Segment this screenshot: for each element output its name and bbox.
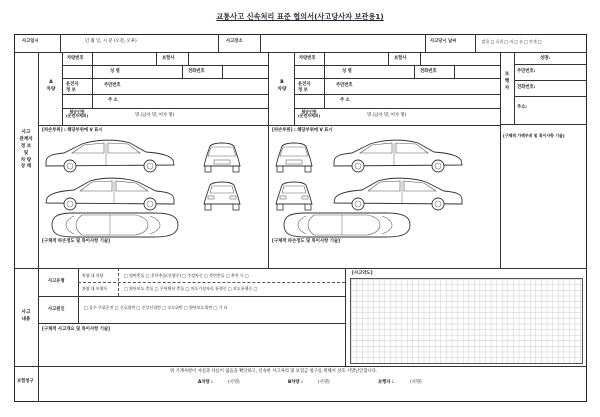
a-car-left-view[interactable] [42,176,178,212]
a-damage-heading: [파손부위] : 해당부위에 V 표시 [42,128,103,133]
b-car-no-field[interactable] [328,55,386,64]
section-party-info: 사고 관계자 정 보 및 차 량 상 태 [19,130,33,170]
sketch-label: [사고약도] [352,271,373,276]
sign-ped-label: 보행자 : [378,380,394,385]
a-address-label: 주 소 [108,98,118,103]
a-driver-info-label: 운전자 정 보 [66,82,79,93]
sign-ped-mark[interactable]: (서명) [410,380,422,385]
b-insurer-label: 보험사 [394,56,407,61]
insurance-statement: 위 기재사항이 사실과 다름이 없음을 확인하고, 신속한 사고처리 및 보험금 청구를 위해서 상호 서명날인합니다. [170,369,378,374]
accident-type-label: 사고유형 [48,279,65,284]
a-car-rear-view[interactable] [200,177,244,213]
a-car-no-label: 차량번호 [67,56,84,61]
sign-b-mark[interactable]: (서명) [318,380,330,385]
weather-label: 사고당시 날씨 [430,39,457,44]
a-car-no-field[interactable] [96,55,154,64]
accident-row-options-1[interactable]: □ 정면충돌 □ 후미추돌(진행중) □ 주정차중 □ 측면충돌 □ 추진 시 □ [124,273,249,278]
place-label: 사고장소 [226,39,243,44]
accident-row-head-2: 차량 대 보행자 [82,286,108,291]
accident-cause-label: 사고원인 [48,307,65,312]
b-car-right-view[interactable] [330,136,466,174]
accident-row-head-1: 차량 대 차량 [82,273,104,278]
b-phone-label: 전화번호 [420,69,437,74]
a-address-field[interactable] [135,97,263,107]
a-resident-no-field[interactable] [135,81,263,91]
accident-detail-label: [구체적 사고개요 및 특이사항 기술] [42,327,111,332]
form-title: 교통사고 신속처리 표준 협의서(사고당사자 보관용1) [216,12,384,21]
a-damage-notes-label: [구체적 파손정도 및 특이사항 기술] [42,239,111,244]
a-insurer-field[interactable] [192,55,264,64]
a-car-top-view[interactable] [44,210,184,240]
b-passengers-label: 탑승인원 (운전자제외) [298,109,321,119]
a-name-label: 성 명 [110,69,120,74]
section-accident: 사고 내용 [21,310,31,322]
accident-detail-field[interactable] [42,336,340,364]
ped-phone-label: 전화번호: [517,85,536,90]
insurance-label: 보험청구 [17,379,34,384]
ped-notes-label: [구체적 가해부위 및 특이사항 기술] [503,133,565,138]
b-insurer-field[interactable] [424,55,496,64]
a-car-front-view[interactable] [200,138,244,176]
b-resident-no-label: 주민번호 [336,83,353,88]
b-damage-heading: [파손부위] : 해당부위에 V 표시 [272,128,333,133]
b-passengers-value[interactable]: 명 (남자 명, 여자 명) [367,113,407,118]
a-car-right-view[interactable] [42,136,178,174]
a-passengers-value[interactable]: 명 (남자 명, 여자 명) [135,113,175,118]
b-car-left-view[interactable] [330,176,466,212]
b-phone-field[interactable] [457,68,497,77]
b-car-rear-view[interactable] [272,177,316,213]
b-damage-notes-label: [구체적 파손정도 및 특이사항 기술] [272,239,341,244]
ped-name-label: 성명: [540,56,551,61]
datetime-value[interactable]: 년 월 일, 시 분 (오전, 오후) [85,39,137,44]
a-damage-notes-field[interactable] [42,248,264,265]
sign-a-mark[interactable]: (서명) [228,380,240,385]
datetime-label: 사고일시 [22,39,39,44]
a-phone-field[interactable] [225,68,265,77]
vehicle-b-label: B 차량 [277,80,287,92]
a-resident-no-label: 주민번호 [104,83,121,88]
b-car-top-view[interactable] [276,210,416,240]
ped-resident-no-label: 주민번호: [517,69,536,74]
sketch-grid[interactable] [350,278,583,364]
b-car-front-view[interactable] [272,138,316,176]
b-name-field[interactable] [367,68,412,77]
vehicle-a-label: A 차량 [46,80,56,92]
a-phone-label: 전화번호 [188,69,205,74]
b-car-no-label: 차량번호 [299,56,316,61]
b-address-label: 주 소 [340,98,350,103]
ped-address-label: 주소: [517,105,528,110]
b-resident-no-field[interactable] [367,81,495,91]
sign-b-label: B차량 : [288,380,303,385]
b-damage-notes-field[interactable] [272,248,496,265]
b-driver-info-label: 운전자 정 보 [298,82,311,93]
b-address-field[interactable] [367,97,495,107]
accident-row-options-2[interactable]: □ 횡단보도 충돌 □ 무단횡단 충돌 □ 차도가장자리 통행중 □ 보도통행중 □ [124,286,258,291]
a-name-field[interactable] [135,68,180,77]
b-name-label: 성 명 [342,69,352,74]
accident-cause-options[interactable]: □ 음주 주위운전 □ 신호위반 □ 중앙선침범 □ 속도위반 □ 횡단보도위반 □ 기 타 [84,305,228,310]
weather-options[interactable]: 맑음 □ 흐림 □ 비 □ 눈 □ 안개 □ [482,39,542,44]
sign-a-label: A차량 : [198,380,213,385]
ped-notes-field[interactable] [503,142,583,262]
pedestrian-label: 보 행 자 [504,72,510,91]
place-field[interactable] [265,38,420,49]
a-insurer-label: 보험사 [162,56,175,61]
a-passengers-label: 탑승인원 (운전자제외) [66,109,89,119]
